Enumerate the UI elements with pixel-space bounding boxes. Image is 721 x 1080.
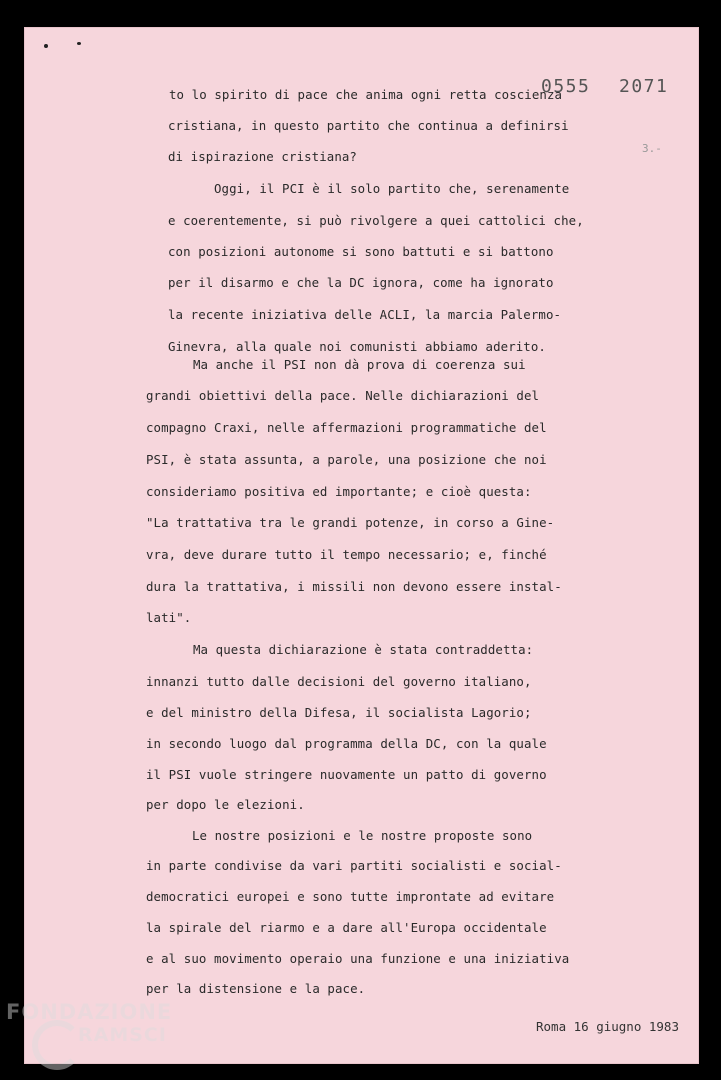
text-line: di ispirazione cristiana? <box>168 149 357 164</box>
page-number: 3.- <box>642 142 662 155</box>
watermark-text: FONDAZIONE <box>6 1000 173 1024</box>
text-line: e coerentemente, si può rivolgere a quei cattolici che, <box>168 213 584 228</box>
watermark-text: RAMSCI <box>78 1024 167 1046</box>
text-line: grandi obiettivi della pace. Nelle dichiarazioni del <box>146 388 540 403</box>
signature-date: Roma 16 giugno 1983 <box>536 1019 679 1034</box>
text-line: dura la trattativa, i missili non devono essere instal- <box>146 579 562 594</box>
text-line: Ma anche il PSI non dà prova di coerenza sui <box>193 357 526 372</box>
text-line: vra, deve durare tutto il tempo necessario; e, finché <box>146 547 547 562</box>
text-line: la spirale del riarmo e a dare all'Europa occidentale <box>146 920 547 935</box>
text-line: compagno Craxi, nelle affermazioni programmatiche del <box>146 420 547 435</box>
archive-number: 0555 <box>541 76 591 97</box>
text-line: con posizioni autonome si sono battuti e si battono <box>168 244 554 259</box>
text-line: Ma questa dichiarazione è stata contraddetta: <box>193 642 534 657</box>
text-line: to lo spirito di pace che anima ogni retta coscienza <box>169 87 563 102</box>
text-line: PSI, è stata assunta, a parole, una posizione che noi <box>146 452 547 467</box>
text-line: Ginevra, alla quale noi comunisti abbiamo aderito. <box>168 339 546 354</box>
text-line: la recente iniziativa delle ACLI, la marcia Palermo- <box>168 307 562 322</box>
text-line: e del ministro della Difesa, il socialista Lagorio; <box>146 705 532 720</box>
text-line: consideriamo positiva ed importante; e cioè questa: <box>146 484 532 499</box>
text-line: e al suo movimento operaio una funzione e una iniziativa <box>146 951 570 966</box>
text-line: Oggi, il PCI è il solo partito che, serenamente <box>214 181 570 196</box>
text-line: Le nostre posizioni e le nostre proposte sono <box>192 828 533 843</box>
text-line: per dopo le elezioni. <box>146 797 305 812</box>
text-line: per il disarmo e che la DC ignora, come ha ignorato <box>168 275 554 290</box>
text-line: in secondo luogo dal programma della DC, con la quale <box>146 736 547 751</box>
text-line: cristiana, in questo partito che continua a definirsi <box>168 118 569 133</box>
text-line: innanzi tutto dalle decisioni del governo italiano, <box>146 674 532 689</box>
text-line: democratici europei e sono tutte improntate ad evitare <box>146 889 555 904</box>
text-line: lati". <box>146 610 192 625</box>
punch-mark <box>44 44 48 48</box>
punch-mark <box>77 42 81 45</box>
text-line: in parte condivise da vari partiti socialisti e social- <box>146 858 562 873</box>
archive-number: 2071 <box>619 76 669 97</box>
text-line: per la distensione e la pace. <box>146 981 366 996</box>
text-line: il PSI vuole stringere nuovamente un patto di governo <box>146 767 547 782</box>
text-line: "La trattativa tra le grandi potenze, in corso a Gine- <box>146 515 555 530</box>
